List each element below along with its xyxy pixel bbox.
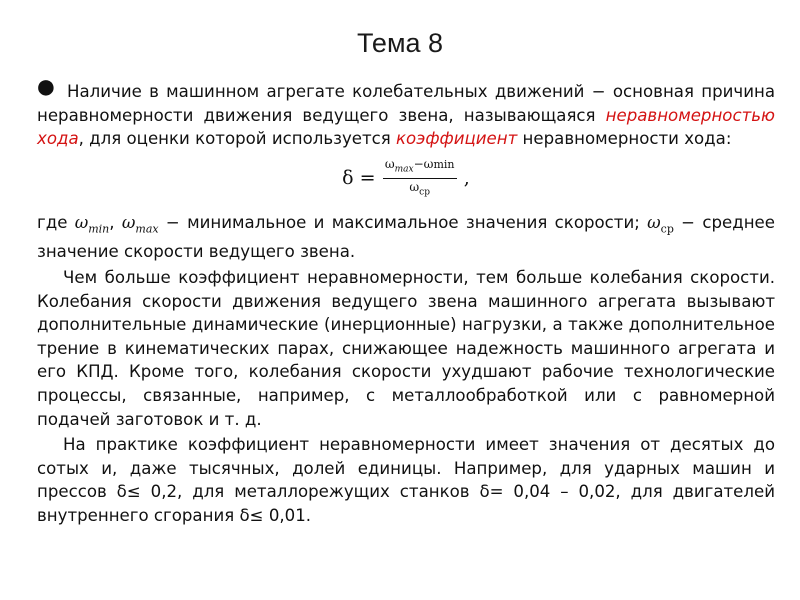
effects-paragraph: Чем больше коэффициент неравномерности, тем больше колебания скорости. Колебания скорости движения ведущего звена машинного агрегата вызывают дополнительные динамические (инерционные) нагрузки, а также дополнительное трение в кинематических парах, снижающее надежность машинного агрегата и его КПД. Кроме того, колебания скорости ухудшают рабочие технологические процессы, связанные, например, с металлообработкой или с равномерной подачей заготовок и т. д. bbox=[37, 268, 775, 429]
intro-paragraph bbox=[37, 80, 775, 151]
omega-avg: ω bbox=[647, 212, 661, 232]
formula bbox=[37, 157, 775, 201]
page-title: Тема 8 bbox=[356, 28, 444, 58]
formula-comma: , bbox=[463, 166, 470, 189]
omega-max: ω bbox=[121, 212, 136, 232]
omega-min: ω bbox=[74, 212, 89, 232]
term-uneven-motion: неравномерностью хода bbox=[37, 105, 775, 149]
bullet-icon: ● bbox=[35, 65, 57, 106]
intro-text-a: Наличие в машинном агрегате колебательных движений − основная причина неравномерности движения ведущего звена, называющаяся bbox=[37, 82, 775, 125]
formula-numerator: $\omega_{max}-\omega\min$ bbox=[383, 157, 457, 179]
term-coefficient: коэффициент bbox=[396, 129, 518, 149]
main-content bbox=[35, 65, 775, 528]
intro-text-b: , для оценки которой используется bbox=[78, 129, 397, 149]
formula-denominator: $\omega_{ср}$ bbox=[409, 180, 430, 198]
practice-paragraph: На практике коэффициент неравномерности имеет значения от десятых до сотых и, даже тысячных, долей единицы. Например, для ударных машин и прессов δ≤ 0,2, для металлорежущих станков δ= 0,04 – 0,02, для двигателей внутреннего сгорания δ≤ 0,01. bbox=[37, 435, 775, 525]
formula-fraction bbox=[383, 157, 457, 201]
formula-lhs: δ = bbox=[342, 166, 376, 189]
definition-paragraph: где $\omega_{min}$, $\omega_{max}$ − минимальное и максимальное значения скорости; $\omega_{ср}$ − среднее значение скорости ведущего звена. bbox=[37, 212, 775, 262]
intro-text-c: неравномерности хода: bbox=[517, 129, 732, 149]
bullet-paragraph bbox=[35, 65, 775, 151]
